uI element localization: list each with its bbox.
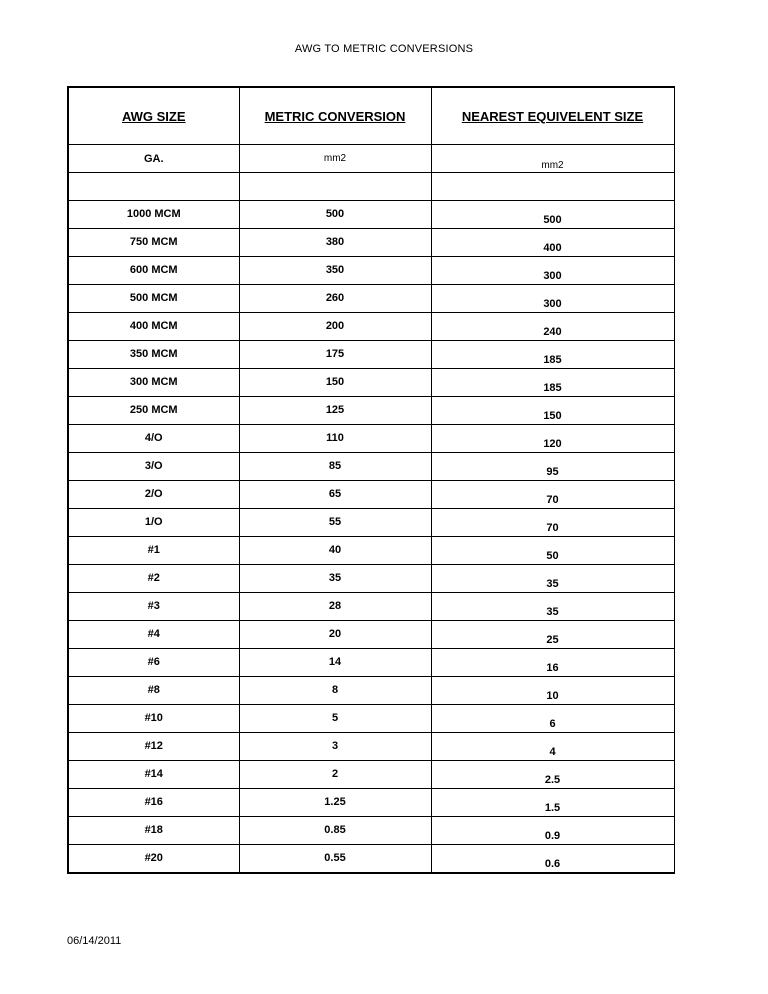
unit-label: GA. bbox=[143, 152, 164, 165]
cell-value: #2 bbox=[147, 571, 160, 584]
cell-value: 55 bbox=[328, 515, 342, 528]
cell-value: 10 bbox=[546, 689, 559, 702]
cell-value: 300 bbox=[543, 269, 562, 282]
nearest-size-cell bbox=[431, 509, 674, 537]
cell-value: 28 bbox=[328, 599, 342, 612]
nearest-size-cell bbox=[431, 733, 674, 761]
table-row bbox=[68, 649, 674, 677]
cell-value: 40 bbox=[328, 543, 342, 556]
cell-value: 350 MCM bbox=[129, 347, 178, 360]
cell-value: #3 bbox=[147, 599, 160, 612]
table-row bbox=[68, 565, 674, 593]
metric-conversion-cell bbox=[239, 341, 431, 369]
header-label: METRIC CONVERSION bbox=[264, 108, 406, 124]
unit-cell-mm2 bbox=[431, 145, 674, 173]
table-row bbox=[68, 593, 674, 621]
nearest-size-cell bbox=[431, 789, 674, 817]
table-row bbox=[68, 509, 674, 537]
table-row bbox=[68, 285, 674, 313]
table-row bbox=[68, 481, 674, 509]
nearest-size-cell bbox=[431, 425, 674, 453]
blank-cell bbox=[239, 173, 431, 201]
awg-size-cell bbox=[68, 705, 239, 733]
nearest-size-cell bbox=[431, 201, 674, 229]
awg-size-cell bbox=[68, 229, 239, 257]
cell-value: 70 bbox=[546, 493, 559, 506]
metric-conversion-cell bbox=[239, 733, 431, 761]
table-row bbox=[68, 257, 674, 285]
table-row bbox=[68, 201, 674, 229]
cell-value: 260 bbox=[325, 291, 345, 304]
metric-conversion-cell bbox=[239, 817, 431, 845]
table-row bbox=[68, 677, 674, 705]
awg-size-cell bbox=[68, 845, 239, 874]
nearest-size-cell bbox=[431, 649, 674, 677]
document-date: 06/14/2011 bbox=[67, 935, 122, 947]
cell-value: #12 bbox=[144, 739, 163, 752]
cell-value: 380 bbox=[325, 235, 345, 248]
cell-value: #10 bbox=[144, 711, 163, 724]
metric-conversion-cell bbox=[239, 845, 431, 874]
cell-value: 5 bbox=[331, 711, 339, 724]
cell-value: 0.9 bbox=[544, 829, 561, 842]
cell-value: 35 bbox=[328, 571, 342, 584]
nearest-size-cell bbox=[431, 705, 674, 733]
awg-size-cell bbox=[68, 509, 239, 537]
header-cell-nearest-size bbox=[431, 87, 674, 145]
table-row bbox=[68, 341, 674, 369]
header-label: NEAREST EQUIVELENT SIZE bbox=[461, 108, 644, 124]
blank-row bbox=[68, 173, 674, 201]
table-row bbox=[68, 425, 674, 453]
awg-size-cell bbox=[68, 313, 239, 341]
metric-conversion-cell bbox=[239, 257, 431, 285]
cell-value: 500 bbox=[543, 213, 562, 226]
cell-value: #1 bbox=[147, 543, 160, 556]
cell-value: 35 bbox=[546, 605, 559, 618]
awg-size-cell bbox=[68, 425, 239, 453]
table-row bbox=[68, 817, 674, 845]
metric-conversion-cell bbox=[239, 453, 431, 481]
awg-size-cell bbox=[68, 341, 239, 369]
cell-value: 8 bbox=[331, 683, 339, 696]
cell-value: 95 bbox=[546, 465, 559, 478]
cell-value: 3 bbox=[331, 739, 339, 752]
table-row bbox=[68, 705, 674, 733]
metric-conversion-cell bbox=[239, 593, 431, 621]
nearest-size-cell bbox=[431, 565, 674, 593]
cell-value: 70 bbox=[546, 521, 559, 534]
cell-value: 150 bbox=[543, 409, 562, 422]
cell-value: 125 bbox=[325, 403, 345, 416]
nearest-size-cell bbox=[431, 341, 674, 369]
nearest-size-cell bbox=[431, 593, 674, 621]
table-row bbox=[68, 313, 674, 341]
cell-value: 14 bbox=[328, 655, 342, 668]
table-row bbox=[68, 229, 674, 257]
nearest-size-cell bbox=[431, 845, 674, 874]
nearest-size-cell bbox=[431, 761, 674, 789]
awg-size-cell bbox=[68, 593, 239, 621]
cell-value: 85 bbox=[328, 459, 342, 472]
cell-value: 120 bbox=[543, 437, 562, 450]
cell-value: #8 bbox=[147, 683, 160, 696]
cell-value: 400 MCM bbox=[129, 319, 178, 332]
cell-value: 0.85 bbox=[324, 823, 346, 836]
cell-value: 4 bbox=[549, 745, 556, 758]
cell-value: 1000 MCM bbox=[126, 207, 181, 220]
metric-conversion-cell bbox=[239, 649, 431, 677]
nearest-size-cell bbox=[431, 677, 674, 705]
awg-size-cell bbox=[68, 397, 239, 425]
awg-size-cell bbox=[68, 369, 239, 397]
metric-conversion-cell bbox=[239, 425, 431, 453]
nearest-size-cell bbox=[431, 481, 674, 509]
header-cell-metric-conversion bbox=[239, 87, 431, 145]
nearest-size-cell bbox=[431, 537, 674, 565]
cell-value: 185 bbox=[543, 353, 562, 366]
nearest-size-cell bbox=[431, 621, 674, 649]
cell-value: 750 MCM bbox=[129, 235, 178, 248]
metric-conversion-cell bbox=[239, 761, 431, 789]
nearest-size-cell bbox=[431, 453, 674, 481]
header-label: AWG SIZE bbox=[121, 108, 186, 124]
cell-value: 20 bbox=[328, 627, 342, 640]
cell-value: #18 bbox=[144, 823, 163, 836]
cell-value: 300 bbox=[543, 297, 562, 310]
unit-cell-ga bbox=[68, 145, 239, 173]
table-row bbox=[68, 733, 674, 761]
metric-conversion-cell bbox=[239, 621, 431, 649]
cell-value: #20 bbox=[144, 851, 163, 864]
awg-size-cell bbox=[68, 761, 239, 789]
awg-size-cell bbox=[68, 733, 239, 761]
awg-size-cell bbox=[68, 201, 239, 229]
nearest-size-cell bbox=[431, 369, 674, 397]
cell-value: 50 bbox=[546, 549, 559, 562]
table-row bbox=[68, 397, 674, 425]
cell-value: 600 MCM bbox=[129, 263, 178, 276]
cell-value: 1/O bbox=[144, 515, 163, 528]
cell-value: #16 bbox=[144, 795, 163, 808]
cell-value: 240 bbox=[543, 325, 562, 338]
unit-label: mm2 bbox=[323, 152, 347, 164]
metric-conversion-cell bbox=[239, 201, 431, 229]
awg-size-cell bbox=[68, 789, 239, 817]
table-row bbox=[68, 761, 674, 789]
table-row bbox=[68, 789, 674, 817]
cell-value: 2/O bbox=[144, 487, 163, 500]
awg-size-cell bbox=[68, 537, 239, 565]
unit-row bbox=[68, 145, 674, 173]
awg-size-cell bbox=[68, 677, 239, 705]
metric-conversion-cell bbox=[239, 313, 431, 341]
cell-value: 4/O bbox=[144, 431, 163, 444]
cell-value: #4 bbox=[147, 627, 160, 640]
awg-size-cell bbox=[68, 649, 239, 677]
nearest-size-cell bbox=[431, 397, 674, 425]
awg-size-cell bbox=[68, 453, 239, 481]
metric-conversion-cell bbox=[239, 677, 431, 705]
table-row bbox=[68, 369, 674, 397]
nearest-size-cell bbox=[431, 229, 674, 257]
metric-conversion-cell bbox=[239, 369, 431, 397]
cell-value: #14 bbox=[144, 767, 163, 780]
cell-value: 500 bbox=[325, 207, 345, 220]
cell-value: 6 bbox=[549, 717, 556, 730]
cell-value: 185 bbox=[543, 381, 562, 394]
nearest-size-cell bbox=[431, 285, 674, 313]
metric-conversion-cell bbox=[239, 397, 431, 425]
cell-value: 500 MCM bbox=[129, 291, 178, 304]
cell-value: 0.55 bbox=[324, 851, 346, 864]
awg-size-cell bbox=[68, 621, 239, 649]
nearest-size-cell bbox=[431, 817, 674, 845]
awg-size-cell bbox=[68, 285, 239, 313]
cell-value: 1.5 bbox=[544, 801, 561, 814]
header-cell-awg-size bbox=[68, 87, 239, 145]
metric-conversion-cell bbox=[239, 481, 431, 509]
awg-size-cell bbox=[68, 817, 239, 845]
cell-value: 1.25 bbox=[324, 795, 346, 808]
cell-value: 400 bbox=[543, 241, 562, 254]
cell-value: 250 MCM bbox=[129, 403, 178, 416]
cell-value: 0.6 bbox=[544, 857, 561, 870]
cell-value: 16 bbox=[546, 661, 559, 674]
cell-value: 2.5 bbox=[544, 773, 561, 786]
cell-value: 2 bbox=[331, 767, 339, 780]
cell-value: 150 bbox=[325, 375, 345, 388]
blank-cell bbox=[68, 173, 239, 201]
awg-size-cell bbox=[68, 481, 239, 509]
nearest-size-cell bbox=[431, 313, 674, 341]
nearest-size-cell bbox=[431, 257, 674, 285]
metric-conversion-cell bbox=[239, 229, 431, 257]
unit-cell-mm2 bbox=[239, 145, 431, 173]
cell-value: 3/O bbox=[144, 459, 163, 472]
cell-value: 350 bbox=[325, 263, 345, 276]
metric-conversion-cell bbox=[239, 789, 431, 817]
table-row bbox=[68, 845, 674, 874]
cell-value: 35 bbox=[546, 577, 559, 590]
metric-conversion-cell bbox=[239, 537, 431, 565]
table-row bbox=[68, 621, 674, 649]
cell-value: 110 bbox=[326, 431, 344, 444]
table-row bbox=[68, 453, 674, 481]
blank-cell bbox=[431, 173, 674, 201]
page-title: AWG TO METRIC CONVERSIONS bbox=[294, 43, 474, 55]
metric-conversion-cell bbox=[239, 565, 431, 593]
cell-value: #6 bbox=[147, 655, 160, 668]
cell-value: 65 bbox=[328, 487, 342, 500]
metric-conversion-cell bbox=[239, 285, 431, 313]
cell-value: 25 bbox=[546, 633, 559, 646]
awg-size-cell bbox=[68, 565, 239, 593]
awg-size-cell bbox=[68, 257, 239, 285]
unit-label: mm2 bbox=[541, 159, 564, 171]
conversion-table bbox=[67, 86, 675, 874]
table-body bbox=[68, 87, 674, 873]
cell-value: 300 MCM bbox=[129, 375, 178, 388]
metric-conversion-cell bbox=[239, 509, 431, 537]
header-row bbox=[68, 87, 674, 145]
table-row bbox=[68, 537, 674, 565]
cell-value: 200 bbox=[325, 319, 345, 332]
metric-conversion-cell bbox=[239, 705, 431, 733]
cell-value: 175 bbox=[325, 347, 345, 360]
